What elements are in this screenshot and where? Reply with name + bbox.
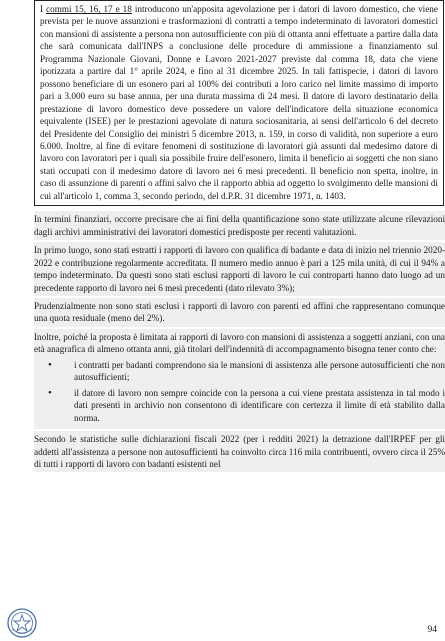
paragraph-highlighted xyxy=(34,298,445,327)
norm-summary-box xyxy=(34,0,444,206)
paragraph-additionally: Inoltre, poiché la proposta è limitata ai rapporti di lavoro con mansioni di assistenza a soggetti anziani, con una età anagrafica di almeno ottanta anni, già titolari dell'indennità di accompagnamento bisogna tener conto che: xyxy=(34,331,445,355)
paragraph-highlighted xyxy=(34,431,445,472)
norm-reference: commi 15, 16, 17 e 18 xyxy=(46,4,132,14)
document-body xyxy=(34,0,445,474)
page-number: 94 xyxy=(427,625,437,635)
emblem-seal-icon xyxy=(6,607,38,639)
paragraph-highlighted xyxy=(34,211,445,240)
paragraph-highlighted xyxy=(34,329,445,429)
list-item: • i contratti per badanti comprendono sia le mansioni di assistenza alle persone autosufficienti che non autosufficienti; xyxy=(74,359,445,384)
paragraph-first-step: In primo luogo, sono stati estratti i rapporti di lavoro con qualifica di badante e data di inizio nel triennio 2020-2022 e contribuzione regolarmente accreditata. Il numero medio annuo è pari a 125 mila unità, di cui il 94% a tempo indeterminato. Da questi sono stati esclusi rapporti di lavoro le cui controparti hanno dato luogo ad un precedente rapporto di lavoro nei 6 mesi precedenti (dato rilevato 3%); xyxy=(34,245,445,293)
paragraph-prudential: Prudenzialmente non sono stati esclusi i rapporti di lavoro con parenti ed affini che rappresentano comunque una quota residuale (meno del 2%). xyxy=(34,300,445,324)
norm-summary-text: I commi 15, 16, 17 e 18 introducono un'apposita agevolazione per i datori di lavoro domestico, che viene prevista per le nuove assunzioni e trasformazioni di contratti a tempo indeterminato di lavoratori domestici con mansioni di assistente a persona non autosufficiente con più di ottanta anni effettuate a partire dalla data che sarà comunicata dall'INPS a conclusione delle procedure di ammissione a finanziamento sul Programma Nazionale Giovani, Donne e Lavoro 2021-2027 previste dal comma 18, data che viene ipotizzata a partire dal 1° aprile 2024, e fino al 31 dicembre 2025. In tali fattispecie, i datori di lavoro possono beneficiare di un esonero pari al 100% dei contributi a loro carico nel limite massimo di importo pari a 3.000 euro su base annua, per una durata massima di 24 mesi. Il datore di lavoro destinatario della prestazione di lavoro domestico deve possedere un valore dell'indicatore della situazione economica equivalente (ISEE) per le prestazioni agevolate di natura sociosanitaria, ai sensi dell'articolo 6 del decreto del Presidente del Consiglio dei ministri 5 dicembre 2013, n. 159, in corso di validità, non superiore a euro 6.000. Inoltre, al fine di evitare fenomeni di sostituzione di lavoratori già assunti dal medesimo datore di lavoro con lavoratori per i quali sia possibile fruire dell'esonero, limita il beneficio ai soggetti che non siano stati occupati con il medesimo datore di lavoro nei 6 mesi precedenti. Il beneficio non spetta, inoltre, in caso di assunzione di parenti o affini salvo che il rapporto abbia ad oggetto lo svolgimento delle mansioni di cui all'articolo 1, comma 3, secondo periodo, del d.P.R. 31 dicembre 1971, n. 1403. xyxy=(40,4,438,201)
list-item: • il datore di lavoro non sempre coincide con la persona a cui viene prestata assistenza in tal modo i dati presenti in archivio non consentono di identificare con certezza il limite di età stabilito dalla norma. xyxy=(74,387,445,424)
bullet-list xyxy=(34,359,445,424)
paragraph-financial-terms: In termini finanziari, occorre precisare che ai fini della quantificazione sono state utilizzate alcune rilevazioni dagli archivi amministrativi dei lavoratori domestici predisposte per recenti valutazioni. xyxy=(34,214,445,237)
paragraph-tax-statistics: Secondo le statistiche sulle dichiarazioni fiscali 2022 (per i redditi 2021) la detrazione dall'IRPEF per gli addetti all'assistenza a persone non autosufficienti ha coinvolto circa 116 mila contribuenti, ovvero circa il 25% di tutti i rapporti di lavoro con badanti esistenti nel xyxy=(34,434,445,469)
paragraph-highlighted xyxy=(34,242,445,296)
